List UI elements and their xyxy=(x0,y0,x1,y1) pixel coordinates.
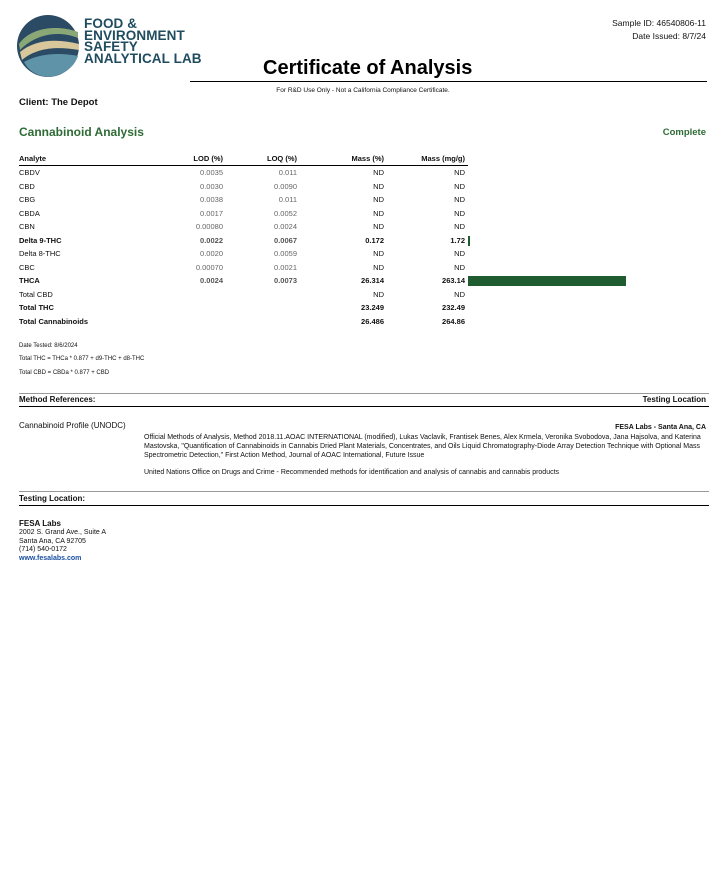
testing-location-heading: Testing Location xyxy=(642,395,706,404)
cell-lod: 0.0020 xyxy=(200,249,223,258)
cell-lod: 0.0017 xyxy=(200,208,223,218)
address-line: Santa Ana, CA 92705 xyxy=(19,537,86,545)
divider xyxy=(19,406,709,407)
cell-mass-mg: ND xyxy=(454,222,465,231)
method-reference: Official Methods of Analysis, Method 2018.11.AOAC INTERNATIONAL (modified), Lukas Vaclavik, Frantisek Benes, Alex Krmela, Veronika Svobodova, Jana Hajsolva, and Katerina Mastovska, "Quantification of Cannabinoids in Cannabis Dried Plant Materials, Concentrates, and Oils Liquid Chromatography-Diode Array Detection Technique with Optional Mass Spectrometric Detection," First Action Method, Journal of AOAC International, Future Issue xyxy=(144,434,701,459)
cell-analyte: CBDV xyxy=(19,168,40,177)
cell-loq: 0.0067 xyxy=(274,235,297,245)
cell-analyte: CBG xyxy=(19,195,36,204)
table-row xyxy=(19,209,469,222)
table-row xyxy=(19,290,469,303)
cell-analyte: Delta 8-THC xyxy=(19,249,61,258)
column-header-mass-pct: Mass (%) xyxy=(351,154,384,163)
cell-analyte: Total Cannabinoids xyxy=(19,316,89,326)
table-row xyxy=(19,182,469,195)
cell-lod: 0.0022 xyxy=(200,235,223,245)
cell-analyte: THCA xyxy=(19,276,40,285)
disclaimer: For R&D Use Only - Not a California Compliance Certificate. xyxy=(276,87,450,94)
mass-bar xyxy=(468,236,470,246)
cell-mass-mg: ND xyxy=(454,289,465,299)
cell-analyte: CBN xyxy=(19,222,35,231)
cell-mass-pct: 23.249 xyxy=(361,303,384,312)
table-row xyxy=(19,236,469,249)
cell-mass-mg: ND xyxy=(454,249,465,258)
logo-line: FOOD & xyxy=(84,16,138,31)
website-link[interactable]: www.fesalabs.com xyxy=(19,555,82,563)
client-name: Client: The Depot xyxy=(19,97,98,108)
table-row xyxy=(19,263,469,276)
cell-mass-mg: ND xyxy=(454,262,465,272)
cell-loq: 0.0090 xyxy=(274,181,297,191)
cell-mass-pct: ND xyxy=(373,195,384,204)
cell-analyte: Delta 9-THC xyxy=(19,235,62,245)
address-line: 2002 S. Grand Ave., Suite A xyxy=(19,528,107,536)
cell-analyte: Total CBD xyxy=(19,289,53,299)
total-cbd-formula: Total CBD = CBDa * 0.877 + CBD xyxy=(19,370,110,376)
table-header xyxy=(19,154,469,165)
lab-logo-text xyxy=(84,18,202,64)
status-badge: Complete xyxy=(662,127,706,138)
cell-loq: 0.0052 xyxy=(274,208,297,218)
table-row xyxy=(19,303,469,316)
table-row xyxy=(19,222,469,235)
cell-lod: 0.0030 xyxy=(200,181,223,191)
cell-mass-pct: ND xyxy=(373,222,384,231)
cell-mass-mg: ND xyxy=(454,208,465,218)
total-thc-formula: Total THC = THCa * 0.877 + d9-THC + d8-THC xyxy=(19,356,145,362)
table-row xyxy=(19,195,469,208)
lab-address xyxy=(19,520,106,564)
phone: (714) 540-0172 xyxy=(19,546,67,554)
section-title: Cannabinoid Analysis xyxy=(19,125,144,139)
column-header-lod: LOD (%) xyxy=(193,154,223,163)
lab-logo-mark-icon xyxy=(16,14,86,78)
page-title: Certificate of Analysis xyxy=(263,57,473,79)
cell-mass-mg: 264.86 xyxy=(442,316,465,326)
cell-analyte: CBDA xyxy=(19,208,40,218)
method-references-heading: Method References: xyxy=(19,395,96,404)
date-tested: Date Tested: 8/6/2024 xyxy=(19,343,78,349)
logo-line: ENVIRONMENT xyxy=(84,27,185,43)
cell-mass-pct: ND xyxy=(373,289,384,299)
cell-lod: 0.0024 xyxy=(200,276,223,285)
method-reference: United Nations Office on Drugs and Crime - Recommended methods for identification and analysis of cannabis and cannabis products xyxy=(144,469,560,476)
cell-mass-pct: 26.486 xyxy=(361,316,384,326)
cell-loq: 0.011 xyxy=(278,168,297,177)
cell-loq: 0.0024 xyxy=(274,222,297,231)
cell-mass-mg: ND xyxy=(454,181,465,191)
cell-mass-pct: 0.172 xyxy=(365,235,384,245)
cell-analyte: CBC xyxy=(19,262,35,272)
cell-mass-mg: 1.72 xyxy=(450,235,465,245)
lab-location: FESA Labs - Santa Ana, CA xyxy=(615,424,706,431)
column-header-loq: LOQ (%) xyxy=(267,154,297,163)
cell-lod: 0.00070 xyxy=(195,262,223,272)
cell-lod: 0.0038 xyxy=(200,195,223,204)
divider xyxy=(19,505,709,506)
divider xyxy=(19,491,709,492)
logo-line: ANALYTICAL LAB xyxy=(84,50,202,66)
cell-analyte: Total THC xyxy=(19,303,54,312)
table-row xyxy=(19,276,469,289)
divider xyxy=(19,393,709,394)
sample-id: Sample ID: 46540806-11 xyxy=(612,18,706,28)
table-row xyxy=(19,317,469,330)
cell-mass-pct: 26.314 xyxy=(361,276,384,285)
cell-mass-mg: ND xyxy=(454,168,465,177)
cell-mass-mg: ND xyxy=(454,195,465,204)
logo-line: SAFETY xyxy=(84,39,138,54)
method-profile: Cannabinoid Profile (UNODC) xyxy=(19,421,126,430)
cell-lod: 0.0035 xyxy=(200,168,223,177)
column-header-mass-mg: Mass (mg/g) xyxy=(421,154,465,163)
lab-name: FESA Labs xyxy=(19,519,61,528)
cell-loq: 0.0059 xyxy=(274,249,297,258)
table-row xyxy=(19,249,469,262)
cell-mass-mg: 232.49 xyxy=(442,303,465,312)
cell-mass-pct: ND xyxy=(373,168,384,177)
cell-mass-pct: ND xyxy=(373,262,384,272)
column-header-analyte: Analyte xyxy=(19,154,47,163)
testing-location-section-heading: Testing Location: xyxy=(19,494,86,503)
cell-loq: 0.011 xyxy=(278,195,297,204)
cell-loq: 0.0021 xyxy=(274,262,297,272)
cell-loq: 0.0073 xyxy=(274,276,297,285)
sample-info xyxy=(612,17,706,43)
divider xyxy=(190,81,707,82)
cell-mass-pct: ND xyxy=(373,208,384,218)
cell-analyte: CBD xyxy=(19,181,35,191)
cell-mass-pct: ND xyxy=(373,249,384,258)
table-row xyxy=(19,168,469,181)
divider xyxy=(19,165,468,166)
date-issued: Date Issued: 8/7/24 xyxy=(632,31,706,41)
cell-lod: 0.00080 xyxy=(195,222,223,231)
cell-mass-pct: ND xyxy=(373,181,384,191)
mass-bar xyxy=(468,276,626,286)
cell-mass-mg: 263.14 xyxy=(442,276,465,285)
